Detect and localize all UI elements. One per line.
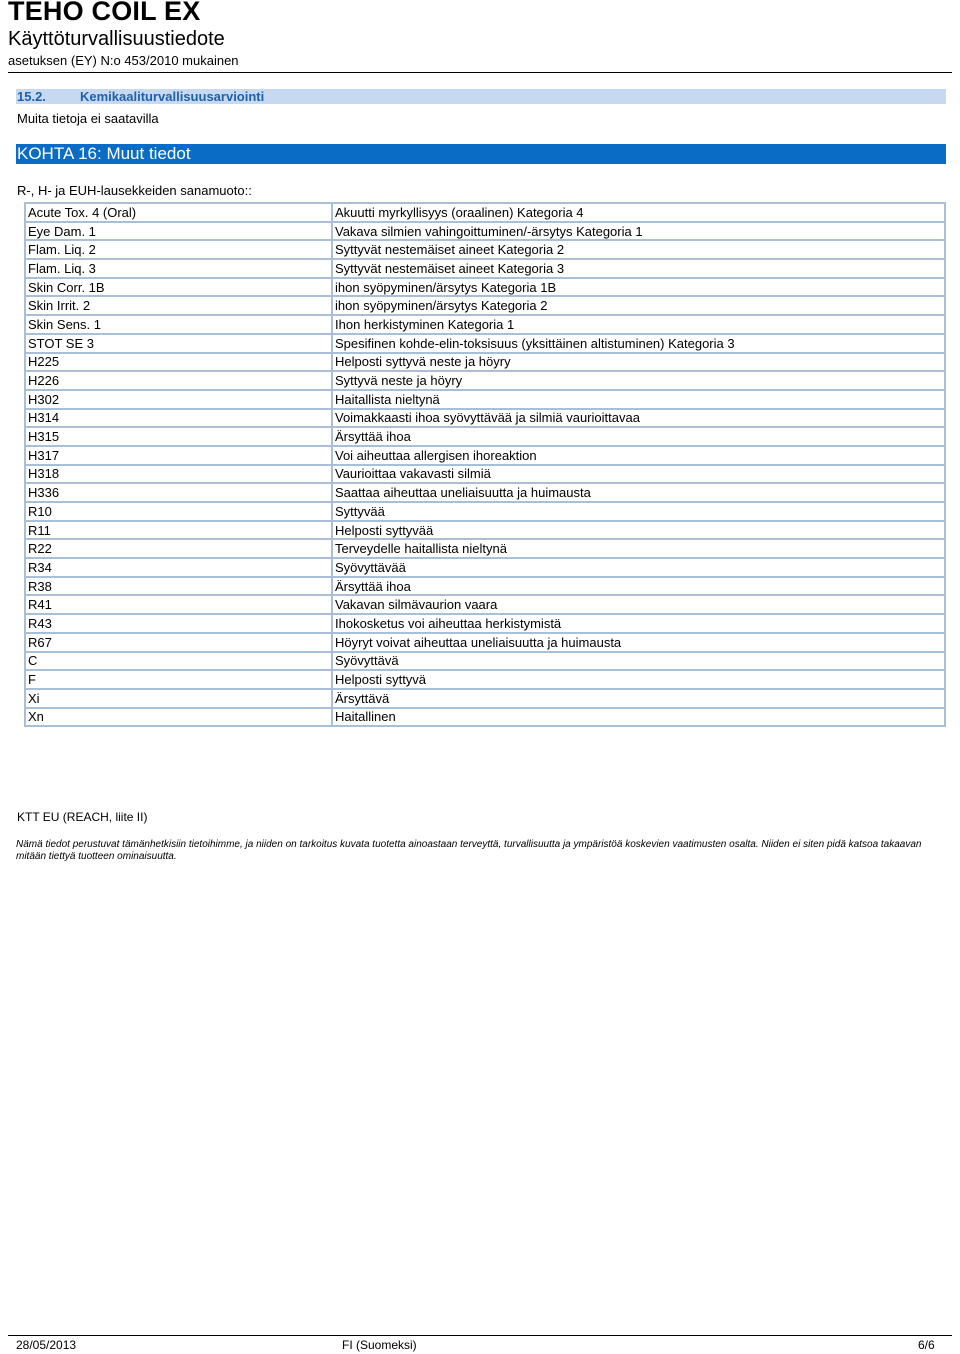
phrase-code: Skin Irrit. 2 (25, 296, 332, 315)
table-row (25, 502, 945, 521)
table-row (25, 465, 945, 484)
phrase-text: Haitallista nieltynä (332, 390, 945, 409)
subsection-title: Kemikaaliturvallisuusarviointi (80, 89, 265, 104)
phrase-code: H226 (25, 371, 332, 390)
phrase-code: Xn (25, 708, 332, 727)
phrase-text: Syttyvä neste ja höyry (332, 371, 945, 390)
phrase-code: R11 (25, 521, 332, 540)
footer-language: FI (Suomeksi) (342, 1338, 417, 1352)
phrase-code: H314 (25, 409, 332, 428)
phrase-code: R41 (25, 595, 332, 614)
phrase-text: Ärsyttää ihoa (332, 577, 945, 596)
table-row (25, 689, 945, 708)
phrase-code: Eye Dam. 1 (25, 222, 332, 241)
table-row (25, 539, 945, 558)
phrase-text: Vaurioittaa vakavasti silmiä (332, 465, 945, 484)
phrase-text: ihon syöpyminen/ärsytys Kategoria 2 (332, 296, 945, 315)
phrase-text: Ihokosketus voi aiheuttaa herkistymistä (332, 614, 945, 633)
phrase-text: Helposti syttyvää (332, 521, 945, 540)
phrase-code: R43 (25, 614, 332, 633)
phrase-text: Voi aiheuttaa allergisen ihoreaktion (332, 446, 945, 465)
phrase-text: Syövyttävä (332, 652, 945, 671)
header-divider (8, 72, 952, 73)
phrase-code: Acute Tox. 4 (Oral) (25, 203, 332, 222)
table-row (25, 371, 945, 390)
table-row (25, 446, 945, 465)
table-row (25, 222, 945, 241)
ktt-reference: KTT EU (REACH, liite II) (17, 810, 148, 824)
phrase-code: Skin Sens. 1 (25, 315, 332, 334)
phrase-code: R38 (25, 577, 332, 596)
phrase-code: STOT SE 3 (25, 334, 332, 353)
table-row (25, 278, 945, 297)
table-row (25, 409, 945, 428)
phrase-code: Flam. Liq. 3 (25, 259, 332, 278)
table-row (25, 558, 945, 577)
phrase-text: Akuutti myrkyllisyys (oraalinen) Kategoria 4 (332, 203, 945, 222)
table-row (25, 577, 945, 596)
phrase-text: Vakavan silmävaurion vaara (332, 595, 945, 614)
table-row (25, 390, 945, 409)
footer-page-number: 6/6 (918, 1338, 935, 1352)
table-row (25, 259, 945, 278)
table-row (25, 240, 945, 259)
section-title: KOHTA 16: Muut tiedot (17, 144, 191, 163)
phrase-code: R22 (25, 539, 332, 558)
phrase-code: H225 (25, 353, 332, 372)
table-row (25, 315, 945, 334)
table-row (25, 633, 945, 652)
phrase-code: F (25, 670, 332, 689)
table-row (25, 595, 945, 614)
phrase-text: Syövyttävää (332, 558, 945, 577)
table-row (25, 614, 945, 633)
table-row (25, 427, 945, 446)
phrase-text: Helposti syttyvä (332, 670, 945, 689)
phrase-code: R10 (25, 502, 332, 521)
phrase-text: Terveydelle haitallista nieltynä (332, 539, 945, 558)
footer-date: 28/05/2013 (16, 1338, 77, 1352)
phrase-code: H315 (25, 427, 332, 446)
phrase-text: Vakava silmien vahingoittuminen/-ärsytys Kategoria 1 (332, 222, 945, 241)
phrase-code: C (25, 652, 332, 671)
table-row (25, 203, 945, 222)
phrases-table-body (25, 203, 945, 726)
phrases-table (24, 202, 946, 727)
phrase-code: H318 (25, 465, 332, 484)
phrase-code: Flam. Liq. 2 (25, 240, 332, 259)
phrase-text: Syttyvää (332, 502, 945, 521)
phrase-code: H317 (25, 446, 332, 465)
phrase-code: Xi (25, 689, 332, 708)
regulation-reference: asetuksen (EY) N:o 453/2010 mukainen (8, 53, 239, 68)
phrase-text: Ärsyttävä (332, 689, 945, 708)
phrase-code: R67 (25, 633, 332, 652)
table-row (25, 652, 945, 671)
document-header (8, 0, 239, 68)
phrase-text: Syttyvät nestemäiset aineet Kategoria 3 (332, 259, 945, 278)
subsection-number: 15.2. (17, 89, 46, 104)
phrase-code: H302 (25, 390, 332, 409)
phrase-text: Helposti syttyvä neste ja höyry (332, 353, 945, 372)
phrase-code: R34 (25, 558, 332, 577)
subsection-text: Muita tietoja ei saatavilla (17, 111, 159, 126)
table-row (25, 334, 945, 353)
subsection-heading (16, 89, 946, 104)
footer-divider (8, 1335, 952, 1336)
phrase-text: Haitallinen (332, 708, 945, 727)
table-row (25, 670, 945, 689)
section-heading (16, 144, 946, 164)
phrase-code: H336 (25, 483, 332, 502)
phrase-text: Syttyvät nestemäiset aineet Kategoria 2 (332, 240, 945, 259)
phrase-text: Saattaa aiheuttaa uneliaisuutta ja huimausta (332, 483, 945, 502)
table-row (25, 353, 945, 372)
phrase-text: Ärsyttää ihoa (332, 427, 945, 446)
document-title: Käyttöturvallisuustiedote (8, 28, 225, 50)
phrase-text: Höyryt voivat aiheuttaa uneliaisuutta ja huimausta (332, 633, 945, 652)
table-row (25, 296, 945, 315)
section-intro: R-, H- ja EUH-lausekkeiden sanamuoto:: (17, 183, 252, 198)
table-row (25, 708, 945, 727)
product-name: TEHO COIL EX (8, 0, 201, 26)
table-row (25, 521, 945, 540)
phrase-code: Skin Corr. 1B (25, 278, 332, 297)
phrase-text: ihon syöpyminen/ärsytys Kategoria 1B (332, 278, 945, 297)
phrase-text: Voimakkaasti ihoa syövyttävää ja silmiä vaurioittavaa (332, 409, 945, 428)
table-row (25, 483, 945, 502)
disclaimer-text: Nämä tiedot perustuvat tämänhetkisiin tietoihimme, ja niiden on tarkoitus kuvata tuotetta ainoastaan terveyttä, turvallisuutta ja ympäristöä koskevien vaatimusten osalta. Niiden ei siten pidä katsoa takaavan mitään tiettyä tuotteen ominaisuutta. (16, 839, 922, 862)
phrase-text: Ihon herkistyminen Kategoria 1 (332, 315, 945, 334)
phrase-text: Spesifinen kohde-elin-toksisuus (yksittäinen altistuminen) Kategoria 3 (332, 334, 945, 353)
